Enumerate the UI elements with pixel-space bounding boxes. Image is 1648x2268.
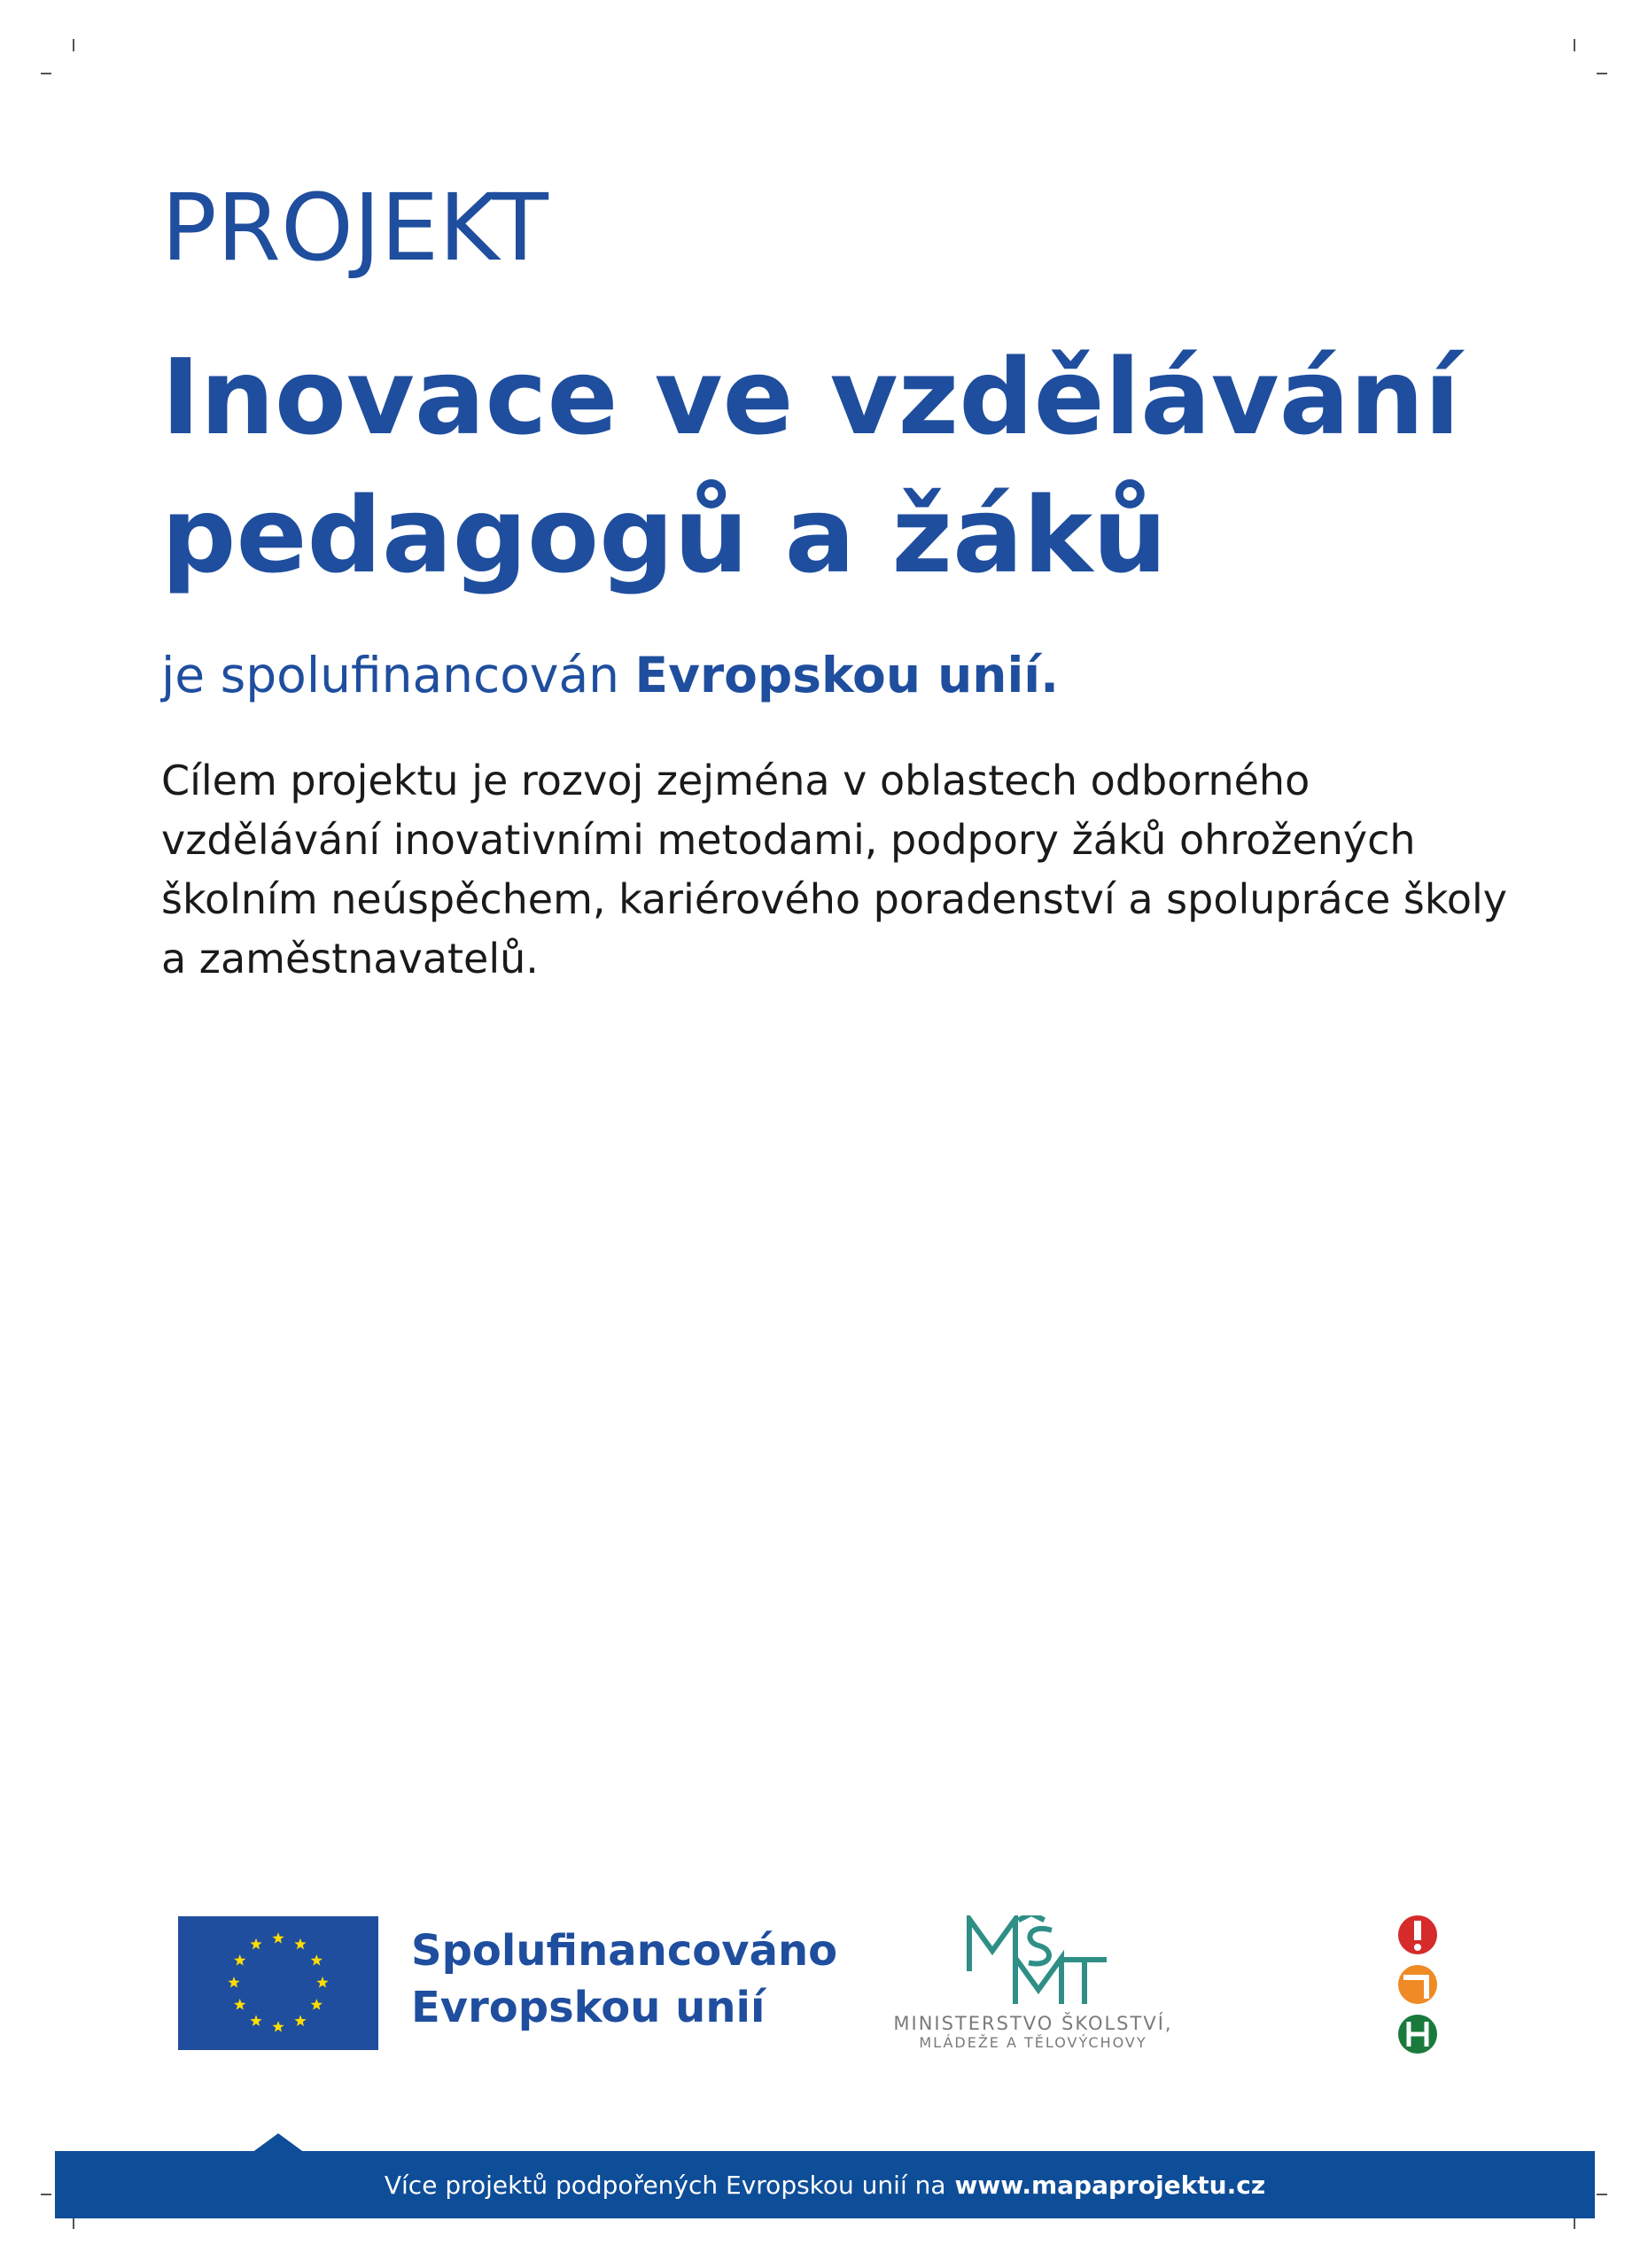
crop-mark [73, 2217, 74, 2229]
crop-mark [1597, 2194, 1607, 2195]
cofinanced-prefix: je spolufinancován [161, 647, 620, 703]
crop-mark [1574, 2217, 1575, 2229]
description-line: Cílem projektu je rozvoj zejména v oblastech odborného [161, 757, 1310, 804]
crop-mark [41, 2194, 51, 2195]
crop-mark [1574, 39, 1575, 51]
description-line: školním neúspěchem, kariérového poradenství a spolupráce školy [161, 875, 1508, 923]
msmt-caption [891, 2013, 1175, 2051]
project-kicker: PROJEKT [161, 174, 548, 282]
crop-mark [73, 39, 74, 51]
eu-flag-icon [178, 1916, 378, 2050]
msmt-logo-icon [966, 1915, 1108, 2004]
cofinanced-bold: Evropskou unií. [634, 647, 1060, 703]
title-line: Inovace ve vzdělávání [161, 336, 1460, 458]
project-description [161, 751, 1579, 989]
eu-cofinanced-text [411, 1922, 837, 2036]
msmt-line: MINISTERSTVO ŠKOLSTVÍ, [893, 2013, 1173, 2034]
eu-text-line: Evropskou unií [411, 1983, 766, 2032]
op-logo-icon [1391, 1914, 1444, 2055]
footer-bar [55, 2151, 1595, 2218]
footer-text: Více projektů podpořených Evropskou unií na [384, 2170, 946, 2200]
project-title [161, 328, 1543, 604]
crop-mark [41, 73, 51, 74]
footer-notch [252, 2133, 305, 2153]
description-line: a zaměstnavatelů. [161, 935, 539, 983]
cofinanced-statement [161, 647, 1059, 703]
footer-link[interactable]: www.mapaprojektu.cz [954, 2170, 1266, 2200]
title-line: pedagogů a žáků [161, 474, 1168, 596]
description-line: vzdělávání inovativními metodami, podpory žáků ohrožených [161, 816, 1416, 864]
crop-mark [1597, 73, 1607, 74]
eu-text-line: Spolufinancováno [411, 1926, 838, 1976]
msmt-line: MLÁDEŽE A TĚLOVÝCHOVY [919, 2034, 1147, 2051]
